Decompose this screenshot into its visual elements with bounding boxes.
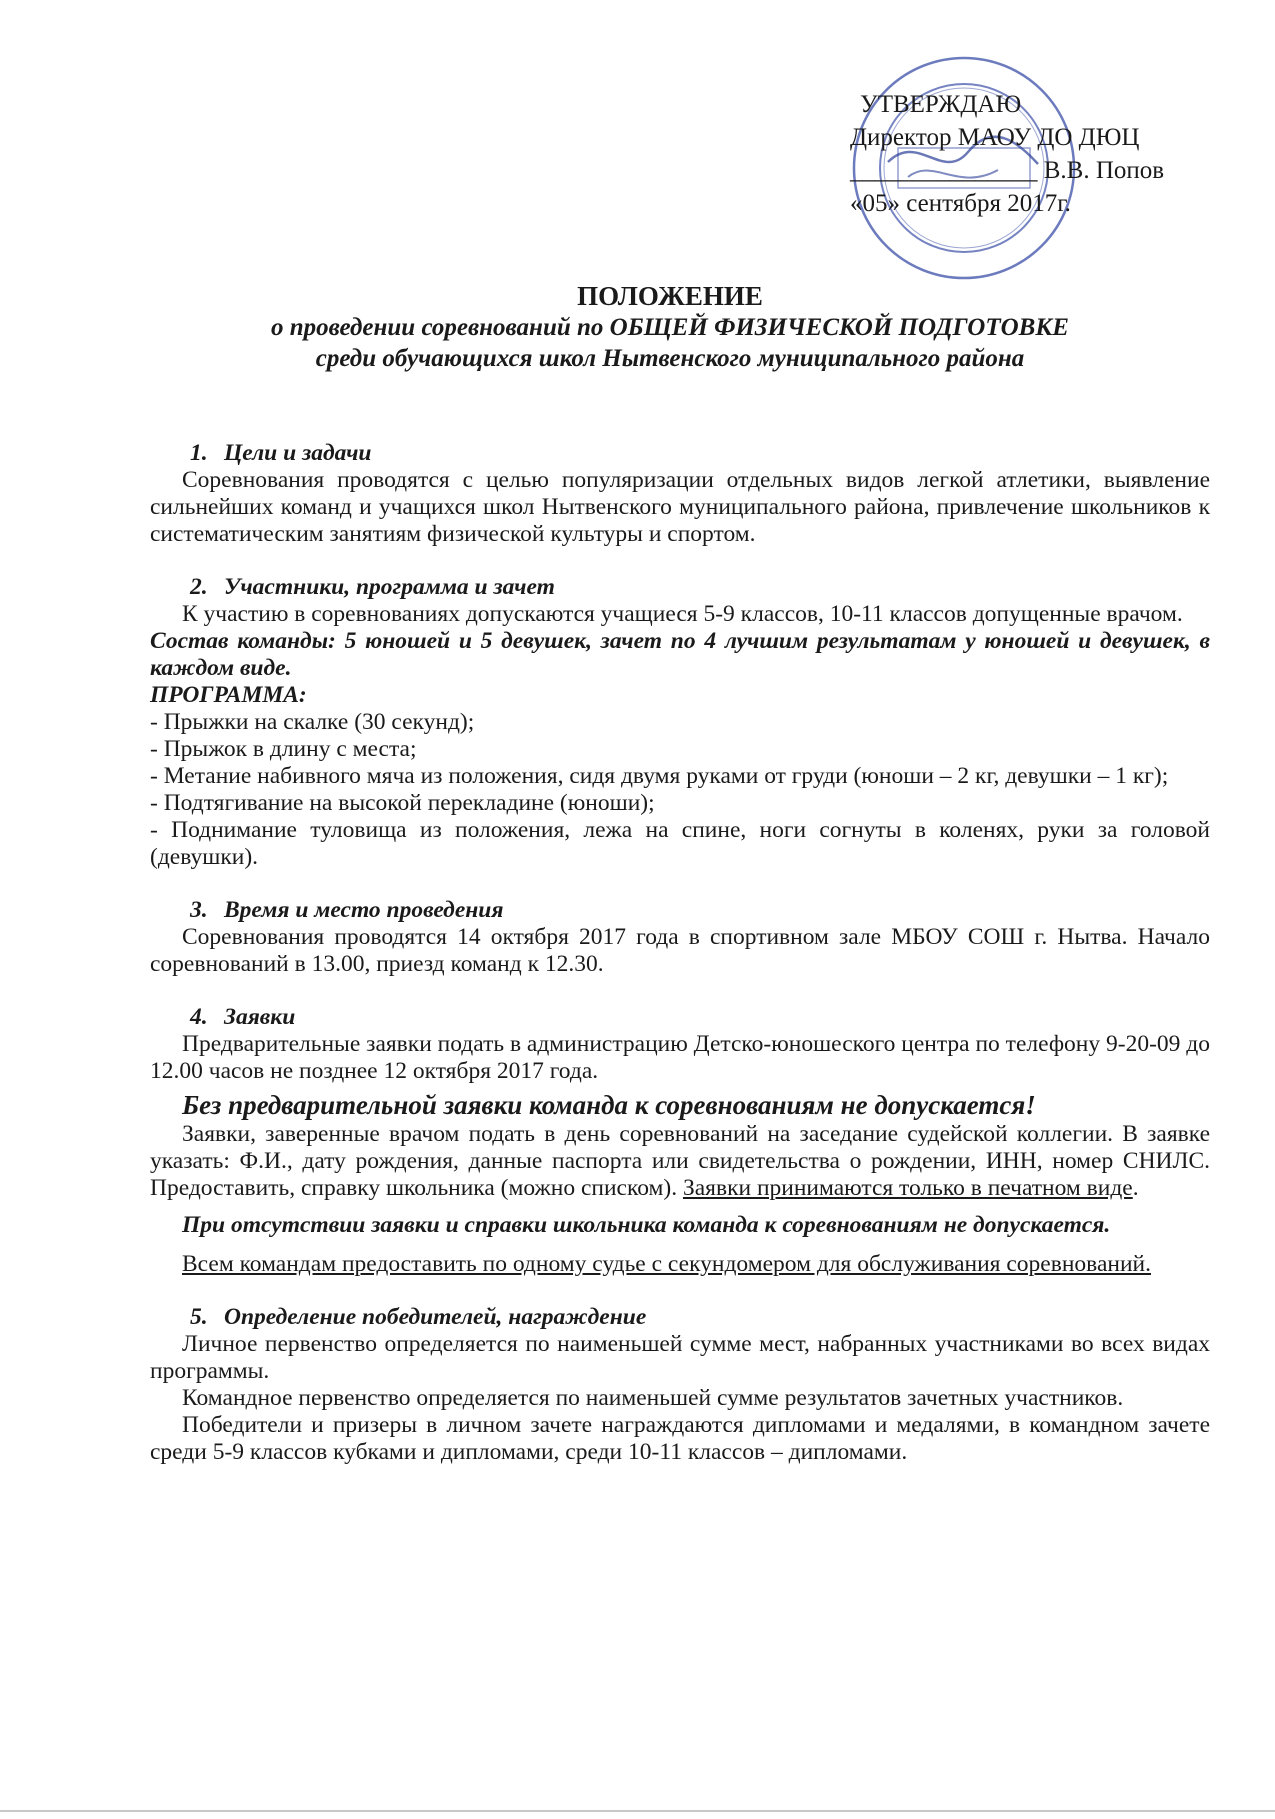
program-item: - Подтягивание на высокой перекладине (юноши);: [150, 790, 655, 816]
program-heading: ПРОГРАММА:: [150, 682, 307, 708]
program-item: - Метание набивного мяча из положения, сидя двумя руками от груди (юноши – 2 кг, девушки – 1 кг);: [150, 763, 1169, 789]
team-ranking: Командное первенство определяется по наименьшей сумме результатов зачетных участников.: [182, 1385, 1124, 1411]
section-title: Определение победителей, награждение: [224, 1304, 647, 1330]
awards: Победители и призеры в личном зачете награждаются дипломами и медалями, в командном зачете среди 5-9 классов кубками и дипломами, среди 10-11 классов – дипломами.: [150, 1412, 1210, 1465]
judges-requirement: Всем командам предоставить по одному судье с секундомером для обслуживания соревнований.: [182, 1251, 1151, 1277]
individual-ranking: Личное первенство определяется по наименьшей сумме мест, набранных участниками во всех видах программы.: [150, 1331, 1210, 1384]
section-number: 1.: [190, 440, 208, 466]
section-title: Участники, программа и зачет: [224, 574, 555, 600]
section-4-text-2: [150, 1121, 1210, 1202]
application-requirements: Заявки, заверенные врачом подать в день соревнований на заседание судейской коллегии. В заявке указать: Ф.И., дату рождения, данные паспорта или свидетельства о рождении, ИНН, номер СНИЛС. Предоставить, справку школьника (можно списком).: [150, 1121, 1210, 1201]
document-subtitle-2: среди обучающихся школ Нытвенского муниципального района: [315, 345, 1025, 372]
section-title: Время и место проведения: [224, 897, 504, 923]
section-number: 5.: [190, 1304, 208, 1330]
document-title: ПОЛОЖЕНИЕ: [577, 281, 763, 311]
section-title: Цели и задачи: [224, 440, 372, 466]
approval-date: «05» сентября 2017г.: [850, 190, 1071, 217]
section-number: 3.: [190, 897, 208, 923]
approval-signature: _______________ В.В. Попов: [850, 157, 1165, 184]
printed-only-note: Заявки принимаются только в печатном виде: [682, 1175, 1133, 1201]
program-item: - Поднимание туловища из положения, лежа на спине, ноги согнуты в коленях, руки за головой (девушки).: [150, 817, 1210, 870]
application-warning: Без предварительной заявки команда к соревнованиям не допускается!: [182, 1090, 1036, 1120]
program-item: - Прыжок в длину с места;: [150, 736, 417, 762]
section-number: 4.: [190, 1004, 208, 1030]
section-4-heading: [150, 1004, 1210, 1031]
approval-position: Директор МАОУ ДО ДЮЦ: [850, 124, 1140, 151]
approval-title: УТВЕРЖДАЮ: [860, 91, 1022, 118]
section-4-text: Предварительные заявки подать в администрацию Детско-юношеского центра по телефону 9-20-09 до 12.00 часов не позднее 12 октября 2017 года.: [150, 1031, 1210, 1084]
section-2-heading: [150, 574, 1210, 601]
document-body: [150, 440, 1210, 1466]
team-composition: Состав команды: 5 юношей и 5 девушек, зачет по 4 лучшим результатам у юношей и девушек, в каждом виде.: [150, 628, 1210, 681]
approval-block: [850, 88, 1230, 220]
program-list: [150, 709, 1210, 871]
section-number: 2.: [190, 574, 208, 600]
section-2-text: К участию в соревнованиях допускаются учащиеся 5-9 классов, 10-11 классов допущенные врачом.: [182, 601, 1183, 627]
program-item: - Прыжки на скалке (30 секунд);: [150, 709, 475, 735]
section-1-heading: [150, 440, 1210, 467]
certificate-warning: При отсутствии заявки и справки школьника команда к соревнованиям не допускается.: [182, 1212, 1111, 1238]
section-3-heading: [150, 897, 1210, 924]
section-title: Заявки: [224, 1004, 296, 1030]
section-1-text: Соревнования проводятся с целью популяризации отдельных видов легкой атлетики, выявление сильнейших команд и учащихся школ Нытвенского муниципального района, привлечение школьников к систематическим занятиям физической культуры и спортом.: [150, 467, 1210, 547]
document-subtitle-1: о проведении соревнований по ОБЩЕЙ ФИЗИЧЕСКОЙ ПОДГОТОВКЕ: [271, 314, 1069, 341]
document-header: [140, 280, 1200, 374]
sentence-end: .: [1132, 1175, 1139, 1201]
section-5-heading: [150, 1304, 1210, 1331]
scan-edge: [0, 1810, 1275, 1812]
section-3-text: Соревнования проводятся 14 октября 2017 года в спортивном зале МБОУ СОШ г. Нытва. Начало соревнований в 13.00, приезд команд к 12.30.: [150, 924, 1210, 977]
